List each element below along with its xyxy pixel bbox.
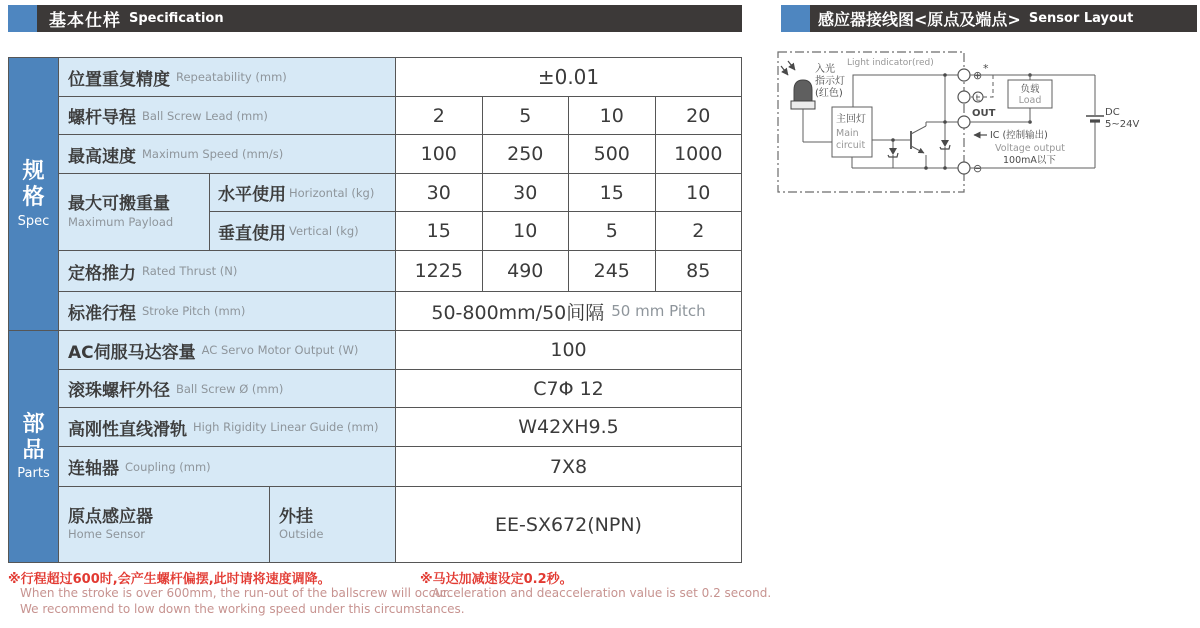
value-lead-4: 20 [656,97,742,134]
row-label-thrust [59,251,395,291]
load-zh: 负载 [1020,84,1040,95]
value-repeatability: ±0.01 [396,58,741,96]
value-thrust-3: 245 [569,251,655,291]
row-label-screw-dia [59,370,395,407]
value-payload-v-4: 2 [656,212,742,250]
value-speed-3: 500 [569,135,655,173]
terminal-plus-star: * [983,62,989,75]
footnote-accel-zh: ※马达加减速设定0.2秒。 [420,572,573,587]
row-label-home-sensor [59,487,269,562]
sensor-header-title-zh: 感应器接线图<原点及端点> [818,10,1021,29]
value-payload-v-2: 10 [483,212,569,250]
section-header-parts [9,331,58,562]
spec-header-title-zh: 基本仕样 [49,11,121,31]
value-screw-dia: C7Φ 12 [396,370,741,407]
light-indicator-zh-line2: 指示灯 [815,76,845,87]
dc-voltage-label: 5~24V [1105,119,1140,130]
value-thrust-1: 1225 [396,251,482,291]
value-motor: 100 [396,331,741,369]
label-en: High Rigidity Linear Guide (mm) [193,420,379,434]
svg-text:L: L [975,93,981,103]
label-en: Horizontal (kg) [289,185,375,200]
value-thrust-4: 85 [656,251,742,291]
blue-accent-square [8,5,37,32]
dc-label: DC [1105,107,1120,118]
label-zh: 最大可搬重量 [68,194,170,215]
label-en: Ball Screw Lead (mm) [142,108,268,123]
section-header-spec [9,58,58,330]
light-indicator-zh-line3: (红色) [815,88,843,99]
terminal-plus-label: ⊕ [973,69,983,82]
row-label-coupling [59,447,395,486]
value-home-sensor: EE-SX672(NPN) [396,487,741,562]
label-zh: AC伺服马达容量 [68,342,196,363]
label-en: Maximum Speed (mm/s) [142,147,284,161]
label-zh: 外挂 [279,506,313,527]
footnote-accel-en: Acceleration and deacceleration value is set 0.2 second. [432,586,772,600]
value-payload-v-3: 5 [569,212,655,250]
label-en: Outside [279,527,324,542]
label-en: Repeatability (mm) [176,70,287,84]
spec-header-bar [8,5,742,32]
footnote-stroke-en1: When the stroke is over 600mm, the run-out of the ballscrew will occur. [20,586,451,600]
value-payload-h-3: 15 [569,174,655,211]
label-en: Coupling (mm) [125,459,211,474]
value-speed-1: 100 [396,135,482,173]
spec-header-title-en: Specification [129,11,224,26]
label-en: Ball Screw Ø (mm) [176,381,284,396]
value-speed-2: 250 [483,135,569,173]
main-circuit-zh: 主回灯 [836,114,866,125]
label-zh: 定格推力 [68,263,136,284]
row-label-lead [59,97,395,134]
battery-icon [1086,116,1104,121]
blue-accent-square [781,5,810,32]
main-circuit-en1: Main [836,128,859,139]
value-lead-2: 5 [483,97,569,134]
footnote-stroke-en2: We recommend to low down the working speed under this circumstances. [20,602,465,616]
section-parts-en: Parts [17,466,50,482]
current-limit-label: 100mA以下 [1003,155,1056,166]
label-zh: 水平使用 [218,185,286,205]
label-zh: 标准行程 [68,303,136,324]
footnote-stroke-zh: ※行程超过600时,会产生螺杆偏摆,此时请将速度调降。 [8,572,331,587]
section-spec-char1: 规 [22,159,45,185]
ic-label: IC (控制输出) [990,130,1048,141]
label-en: Vertical (kg) [289,224,359,238]
load-en: Load [1018,95,1042,106]
row-label-motor [59,331,395,369]
value-payload-h-2: 30 [483,174,569,211]
row-label-payload-vertical [210,212,395,250]
label-en: Stroke Pitch (mm) [142,304,246,318]
sensor-layout-header-bar [781,5,1197,32]
specification-table [8,57,742,563]
sensor-header-title-en: Sensor Layout [1028,11,1134,26]
row-label-payload-horizontal [210,174,395,211]
row-label-sensor-outside [270,487,395,562]
label-en: Rated Thrust (N) [142,264,238,278]
value-coupling: 7X8 [396,447,741,486]
label-zh: 连轴器 [68,459,119,479]
voltage-output-label: Voltage output [995,143,1065,154]
section-parts-char2: 品 [22,437,45,463]
value-stroke [396,292,741,330]
terminal-minus-label: ⊖ [973,162,983,175]
value-speed-4: 1000 [656,135,742,173]
light-indicator-en: Light indicator(red) [847,58,934,68]
zener-diode-icons [888,140,950,157]
section-parts-char1: 部 [22,411,45,437]
value-lead-3: 10 [569,97,655,134]
value-lead-1: 2 [396,97,482,134]
row-label-speed [59,135,395,173]
label-zh: 位置重复精度 [68,69,170,90]
label-en: Home Sensor [68,527,146,542]
label-zh: 原点感应器 [68,506,153,527]
sensor-wiring-diagram [775,45,1200,205]
value-stroke-zh: 50-800mm/50间隔 [431,301,605,324]
value-payload-h-4: 10 [656,174,742,211]
section-spec-char2: 格 [22,185,45,210]
led-icon [781,61,815,109]
row-label-guide [59,408,395,446]
label-zh: 垂直使用 [218,223,286,244]
value-stroke-en: 50 mm Pitch [611,302,706,320]
row-label-repeatability [59,58,395,96]
label-zh: 最高速度 [68,146,136,167]
value-thrust-2: 490 [483,251,569,291]
label-en: Maximum Payload [68,214,174,229]
row-label-payload [59,174,209,250]
label-en: AC Servo Motor Output (W) [201,343,359,357]
value-payload-h-1: 30 [396,174,482,211]
value-guide: W42XH9.5 [396,408,741,446]
value-payload-v-1: 15 [396,212,482,250]
terminal-out-label: OUT [972,108,996,119]
label-zh: 高刚性直线滑轨 [68,419,187,440]
section-spec-en: Spec [17,213,50,229]
main-circuit-en2: circuit [836,140,866,151]
light-indicator-zh-line1: 入光 [815,64,835,75]
row-label-stroke [59,292,395,330]
label-zh: 螺杆导程 [68,108,136,128]
label-zh: 滚珠螺杆外径 [68,381,170,401]
